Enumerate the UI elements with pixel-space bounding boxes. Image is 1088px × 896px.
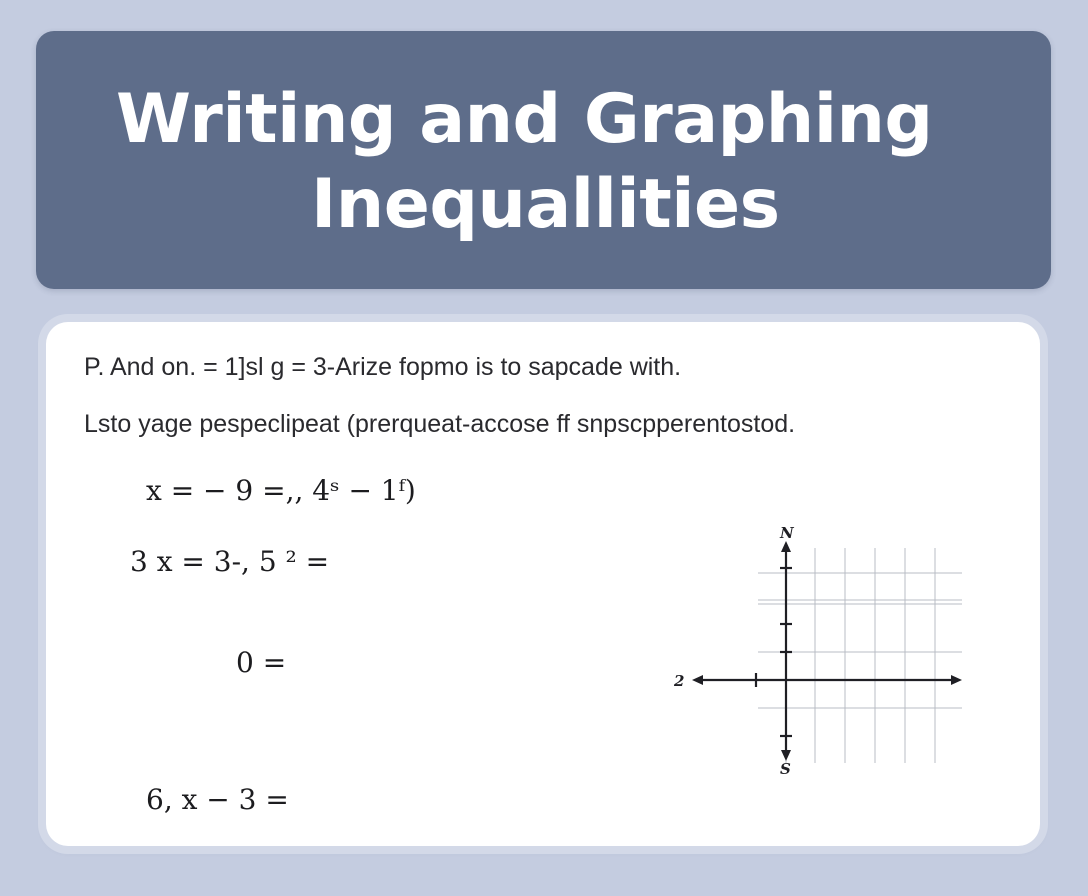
page-title-line-1: Writing and Graphing: [116, 80, 933, 159]
axis-label-left: 2: [674, 672, 685, 690]
equation-2: 3 x = 3-, 5 ² =: [130, 545, 330, 578]
coordinate-grid-graph: [670, 518, 970, 788]
equation-3: 0 =: [236, 646, 287, 679]
content-card: [46, 322, 1040, 846]
equation-1: x = − 9 =,, 4ˢ − 1ᶠ): [146, 474, 416, 507]
equation-4: 6, x − 3 =: [146, 783, 289, 816]
intro-text-line-1: P. And on. = 1]sl g = 3-Arize fopmo is to sapcade with.: [84, 353, 682, 381]
title-banner: [36, 31, 1051, 289]
axis-label-south: S: [780, 760, 791, 778]
grid-lines: [758, 548, 962, 763]
axis-label-north: N: [780, 524, 794, 542]
axes: [692, 541, 962, 761]
page-title-line-2: Inequallities: [311, 165, 780, 244]
intro-text-line-2: Lsto yage pespeclipeat (prerqueat-accose ff snpscpperentostod.: [84, 410, 796, 438]
